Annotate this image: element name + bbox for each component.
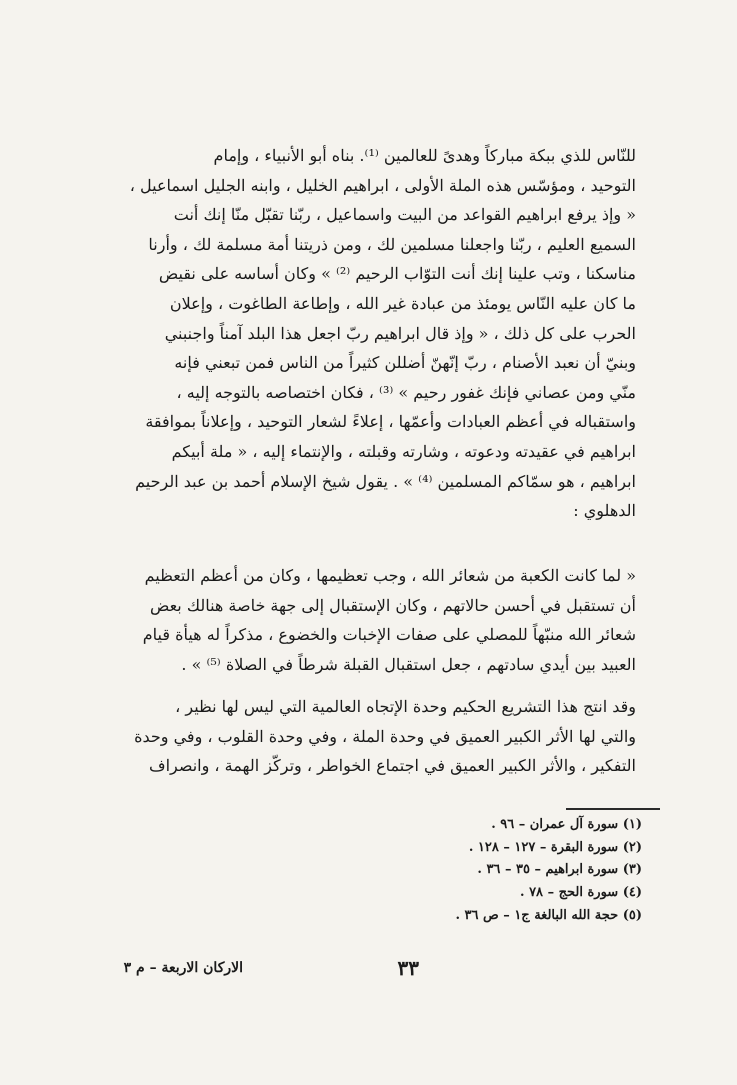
- chapter-label: الاركان الاربعة – م ٣: [123, 960, 243, 976]
- footnote: (٤) سورة الحج – ٧٨ .: [520, 885, 642, 901]
- footnote: (١) سورة آل عمران – ٩٦ .: [491, 817, 642, 832]
- paragraph-2-quote: [108, 561, 636, 679]
- text-line: شعائر الله منبّهاً للمصلي على صفات الإخبات والخضوع ، مذكراً له هيأة قيام: [142, 625, 636, 645]
- text-line: العبيد بين أيدي سادتهم ، جعل استقبال القبلة شرطاً في الصلاة ⁽⁵⁾ » .: [181, 654, 636, 674]
- text-line: منّي ومن عصاني فإنك غفور رحيم » ⁽³⁾ ، فكان اختصاصه بالتوجه إليه ،: [176, 382, 636, 402]
- text-line: ما كان عليه النّاس يومئذ من عبادة غير الله ، وإطاعة الطاغوت ، وإعلان: [169, 293, 636, 313]
- paragraph-1: [108, 141, 636, 526]
- text-line: أن تستقبل في أحسن حالاتهم ، وكان الإستقبال إلى جهة خاصة هنالك بعض: [149, 595, 636, 615]
- text-line: الحرب على كل ذلك ، « وإذ قال ابراهيم ربّ اجعل هذا البلد آمناً واجنبني: [164, 323, 636, 343]
- footnote-divider: [566, 808, 660, 810]
- text-line: للنّاس للذي ببكة مباركاً وهدىً للعالمين ⁽¹⁾. بناه أبو الأنبياء ، وإمام: [213, 146, 636, 165]
- footnote: (٥) حجة الله البالغة ج١ – ص ٣٦ .: [455, 907, 642, 923]
- text-line: « لما كانت الكعبة من شعائر الله ، وجب تعظيمها ، وكان من أعظم التعظيم: [144, 566, 636, 585]
- text-line: واستقباله في أعظم العبادات وأعمّها ، إعلاءً لشعار التوحيد ، وإعلاناً بموافقة: [145, 412, 636, 432]
- footnote: (٣) سورة ابراهيم – ٣٥ – ٣٦ .: [477, 862, 642, 878]
- text-line: ابراهيم ، هو سمّاكم المسلمين ⁽⁴⁾ » . يقول شيخ الإسلام أحمد بن عبد الرحيم: [135, 471, 636, 491]
- paragraph-3: [108, 692, 636, 781]
- text-line: التفكير ، والأثر الكبير العميق في اجتماع الخواطر ، وتركّز الهمة ، وانصراف: [148, 756, 636, 776]
- text-line: وبنيّ أن نعبد الأصنام ، ربّ إنّهنّ أضللن كثيراً من الناس فمن تبعني فإنه: [174, 353, 636, 373]
- text-line: التوحيد ، ومؤسّس هذه الملة الأولى ، ابراهيم الخليل ، وابنه الجليل اسماعيل ،: [129, 175, 636, 195]
- footnote: (٢) سورة البقرة – ١٢٧ – ١٢٨ .: [468, 839, 642, 855]
- text-line: السميع العليم ، ربّنا واجعلنا مسلمين لك ، ومن ذريتنا أمة مسلمة لك ، وأرنا: [148, 234, 636, 254]
- text-line: والتي لها الأثر الكبير العميق في وحدة الملة ، وفي وحدة القلوب ، وفي وحدة: [134, 726, 636, 746]
- text-line: « وإذ يرفع ابراهيم القواعد من البيت واسماعيل ، ربّنا تقبّل منّا إنك أنت: [173, 205, 636, 225]
- page-number: ٣٣: [397, 956, 419, 980]
- page-footer: [0, 956, 737, 986]
- text-line: وقد انتج هذا التشريع الحكيم وحدة الإتجاه العالمية التي ليس لها نظير ،: [175, 697, 636, 716]
- text-line: الدهلوي :: [573, 501, 636, 521]
- text-line: مناسكنا ، وتب علينا إنك أنت التوّاب الرحيم ⁽²⁾ » وكان أساسه على نقيض: [158, 264, 636, 284]
- text-line: ابراهيم في عقيدته ودعوته ، وشارته وقبلته ، والإنتماء إليه ، « ملة أبيكم: [171, 441, 636, 461]
- footnotes: [455, 814, 642, 928]
